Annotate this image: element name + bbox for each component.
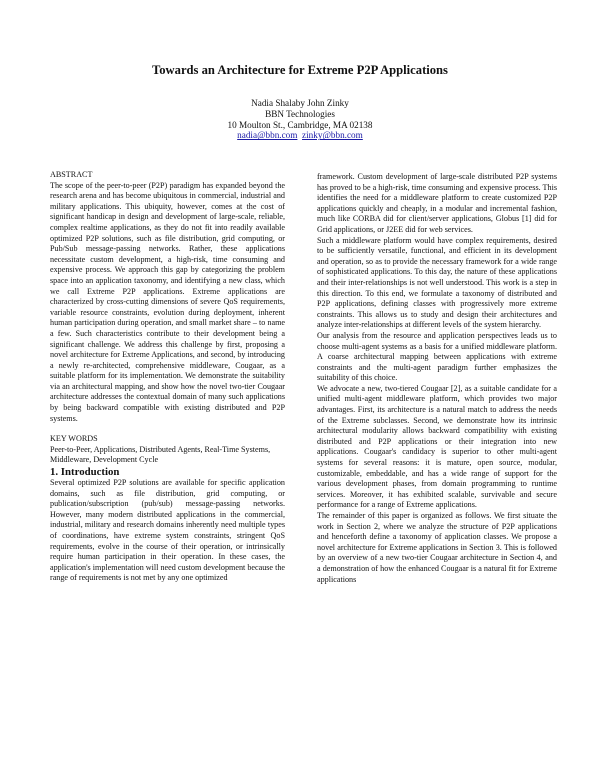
body-paragraph: The remainder of this paper is organized as follows. We first situate the work in Section 2, where we analyze the structure of P2P applications and henceforth define a taxonomy of application classes. We propose a novel architecture for Extreme applications in Section 3. This is followed by an overview of a new two-tier Cougaar architecture in Section 4, and a demonstration of how the enhanced Cougaar is a natural fit for Extreme applications [317,511,557,584]
keywords-text: Peer-to-Peer, Applications, Distributed Agents, Real-Time Systems, Middleware, Development Cycle [50,444,271,465]
email-link-zinky[interactable]: zinky@bbn.com [302,130,363,141]
body-paragraph: framework. Custom development of large-scale distributed P2P systems has proved to be a high-risk, time consuming and expensive process. This identifies the need for a middleware platform to create customized P2P applications quickly and cheaply, in a modular and incremental fashion, much like CORBA did for client/server applications, Globus [1] did for Grid applications, or J2EE did for web services. [317,172,557,234]
keywords-heading: KEY WORDS [50,434,98,444]
author-affiliation: BBN Technologies [265,108,335,119]
author-names: Nadia Shalaby John Zinky [251,98,349,108]
author-block [0,98,600,141]
abstract-text: The scope of the peer-to-peer (P2P) paradigm has expanded beyond the research arena and has become ubiquitous in commercial, industrial and military applications. This ubiquity, however, comes at the cost of significant handicap in design and development of large-scale, reliable, complex realtime applications, as they do not fit into readily available optimized P2P solutions, such as file distribution, grid computing, or Pub/Sub message-passing networks. Rather, these applications necessitate custom development, a high-risk, time consuming and expensive process. We approach this gap by categorizing the problem space into an application taxonomy, and identifying a new class, which we call Extreme P2P applications. Extreme applications are characterized by cross-cutting dimensions of severe QoS requirements, variable resource constraints, evolution during deployment, inherent human participation during operation, and small market share – to name a few. Such characteristics contribute to their development being a significant challenge. We address this challenge by first, proposing a novel architecture for Extreme Applications, and second, by introducing a newly re-architected, comprehensive middleware, Cougaar, as a suitable platform for its implementation. We demonstrate the suitability via an architectural mapping, and show how the novel two-tier Cougaar architecture addresses the contextual domain of many such applications by being backward compatible with existing distributed and P2P systems. [50,180,285,423]
body-paragraph: We advocate a new, two-tiered Cougaar [2], as a suitable candidate for a unified multi-agent middleware platform, which provides two major advantages. First, its architecture is a natural match to address the needs of the Extreme subclasses. Second, we demonstrate how its intrinsic architectural modularity allows backward compatibility with existing distributed and P2P applications or their integration into new applications. Cougaar's candidacy is superior to other multi-agent systems for several reasons: it is mature, open source, modular, customizable, embeddable, and has a wide range of support for the various development phases, from domain programming to runtime services. Moreover, it has exhibited scalable, survivable and secure performance for a range of Extreme applications. [317,383,557,510]
body-paragraph: Our analysis from the resource and application perspectives leads us to choose multi-agent systems as a basis for a unified middleware platform. A coarse architectural mapping between applications with extreme constraints and the multi-agent paradigm further emphasizes the suitability of this choice. [317,330,557,383]
email-link-nadia[interactable]: nadia@bbn.com [237,130,298,141]
body-paragraph: Such a middleware platform would have complex requirements, desired to be sufficiently versatile, functional, and efficient in its development and operation, so as to provide the necessary framework for a wide range of sophisticated applications. To this day, the nature of these applications and their inter-relationships is not well understood. This work is a step in this direction. To this end, we formulate a taxonomy of distributed and P2P applications, defining classes with progressively more extreme constraints. This allows us to study and design their architectures and analyze inter-relationships at different levels of the system hierarchy. [317,235,557,330]
author-emails [0,130,600,141]
intro-text: Several optimized P2P solutions are available for specific application domains, such as file distribution, grid computing, or publication/subscription (pub/sub) message-passing networks. However, many modern distributed applications in the commercial, industrial, military and research domains inherently need multiple types of coordinations, have extreme system constraints, stringent QoS requirements, evolve in the course of their operation, or intrinsically require human participation in their operation. In these cases, the application's implementation will need custom development because the range of requirements is not met by any one optimized [50,478,285,583]
paper-title: Towards an Architecture for Extreme P2P Applications [152,63,448,77]
right-column [317,172,557,585]
intro-heading: 1. Introduction [50,466,120,479]
left-column [50,170,285,584]
author-address: 10 Moulton St., Cambridge, MA 02138 [227,119,373,130]
abstract-heading: ABSTRACT [50,170,93,179]
